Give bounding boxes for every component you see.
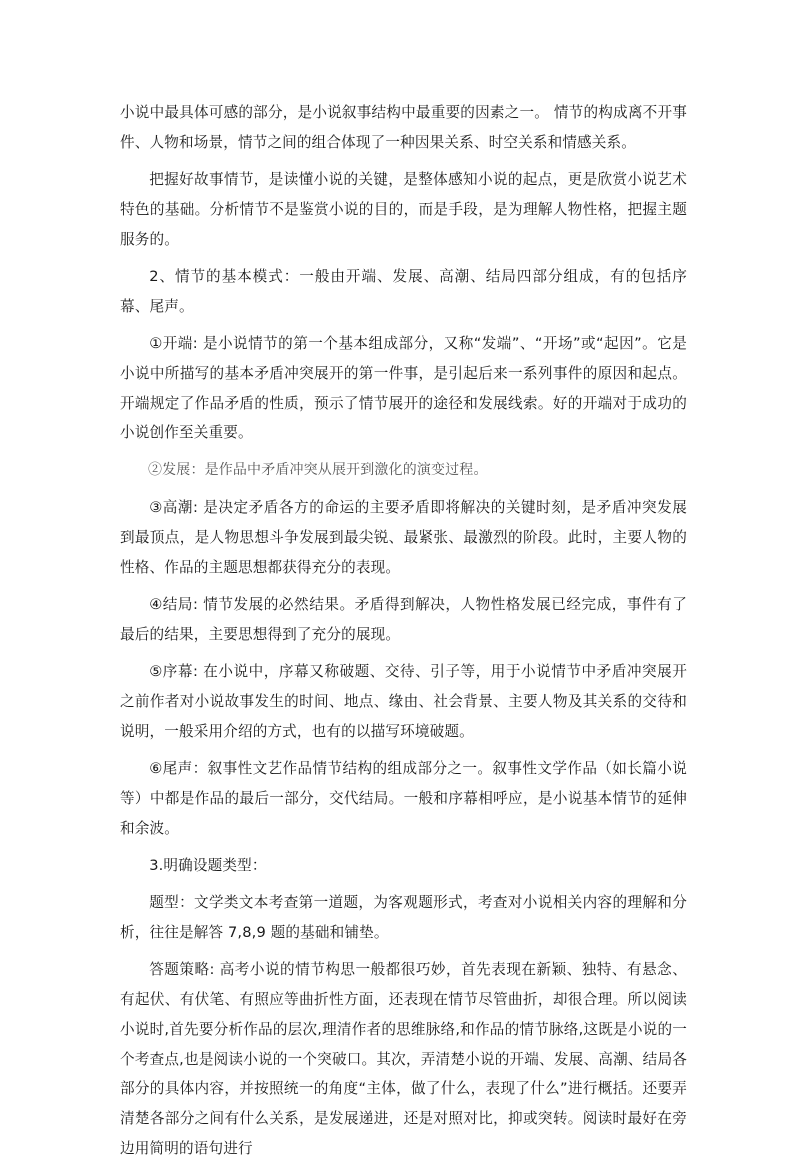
paragraph-ending: ④结局: 情节发展的必然结果。矛盾得到解决，人物性格发展已经完成，事件有了最后的结果，主要思想得到了充分的展现。 bbox=[120, 595, 687, 643]
paragraph-basic-pattern: 2、情节的基本模式：一般由开端、发展、高潮、结局四部分组成，有的包括序幕、尾声。 bbox=[120, 267, 687, 315]
paragraph-plot-definition: 小说中最具体可感的部分，是小说叙事结构中最重要的因素之一。 情节的构成离不开事件、人物和场景，情节之间的组合体现了一种因果关系、时空关系和情感关系。 bbox=[120, 104, 687, 151]
paragraph-climax: ③高潮: 是决定矛盾各方的命运的主要矛盾即将解决的关键时刻，是矛盾冲突发展到最顶点，是人物思想斗争发展到最尖锐、最紧张、最激烈的阶段。此时，主要人物的性格、作品的主题思想都获得充分的表现。 bbox=[120, 499, 687, 576]
paragraph-question-type: 题型：文学类文本考查第一道题，为客观题形式，考查对小说相关内容的理解和分析，往往是解答 7,8,9 题的基础和铺垫。 bbox=[120, 894, 687, 941]
paragraph-epilogue: ⑥尾声：叙事性文艺作品情节结构的组成部分之一。叙事性文学作品（如长篇小说等）中都是作品的最后一部分，交代结局。一般和序幕相呼应，是小说基本情节的延伸和余波。 bbox=[120, 759, 687, 837]
document-body bbox=[120, 98, 687, 1171]
paragraph-question-types-heading: 3.明确设题类型： bbox=[149, 856, 267, 874]
paragraph-development: ②发展：是作品中矛盾冲突从展开到激化的演变过程。 bbox=[148, 461, 488, 478]
paragraph-prologue: ⑤序幕: 在小说中，序幕又称破题、交待、引子等，用于小说情节中矛盾冲突展开之前作者对小说故事发生的时间、地点、缘由、社会背景、主要人物及其关系的交待和说明，一般采用介绍的方式，也有的以描写环境破题。 bbox=[120, 663, 687, 740]
paragraph-grasp-plot: 把握好故事情节，是读懂小说的关键，是整体感知小说的起点，更是欣赏小说艺术特色的基础。分析情节不是鉴赏小说的目的，而是手段，是为理解人物性格，把握主题服务的。 bbox=[120, 171, 687, 248]
paragraph-beginning: ①开端: 是小说情节的第一个基本组成部分，又称“发端”、“开场”或“起因”。它是小说中所描写的基本矛盾冲突展开的第一件事，是引起后来一系列事件的原因和起点。开端规定了作品矛盾的性质，预示了情节展开的途径和发展线索。好的开端对于成功的小说创作至关重要。 bbox=[120, 335, 687, 442]
paragraph-answer-strategy: 答题策略: 高考小说的情节构思一般都很巧妙，首先表现在新颖、独特、有悬念、有起伏、有伏笔、有照应等曲折性方面，还表现在情节尽管曲折，却很合理。所以阅读小说时,首先要分析作品的层次,理清作者的思维脉络,和作品的情节脉络,这既是小说的一个考查点,也是阅读小说的一个突破口。其次，弄清楚小说的开端、发展、高潮、结局各部分的具体内容，并按照统一的角度“主体，做了什么，表现了什么”进行概括。还要弄清楚各部分之间有什么关系，是发展递进，还是对照对比，抑或突转。阅读时最好在旁边用简明的语句进行 bbox=[120, 961, 687, 1157]
